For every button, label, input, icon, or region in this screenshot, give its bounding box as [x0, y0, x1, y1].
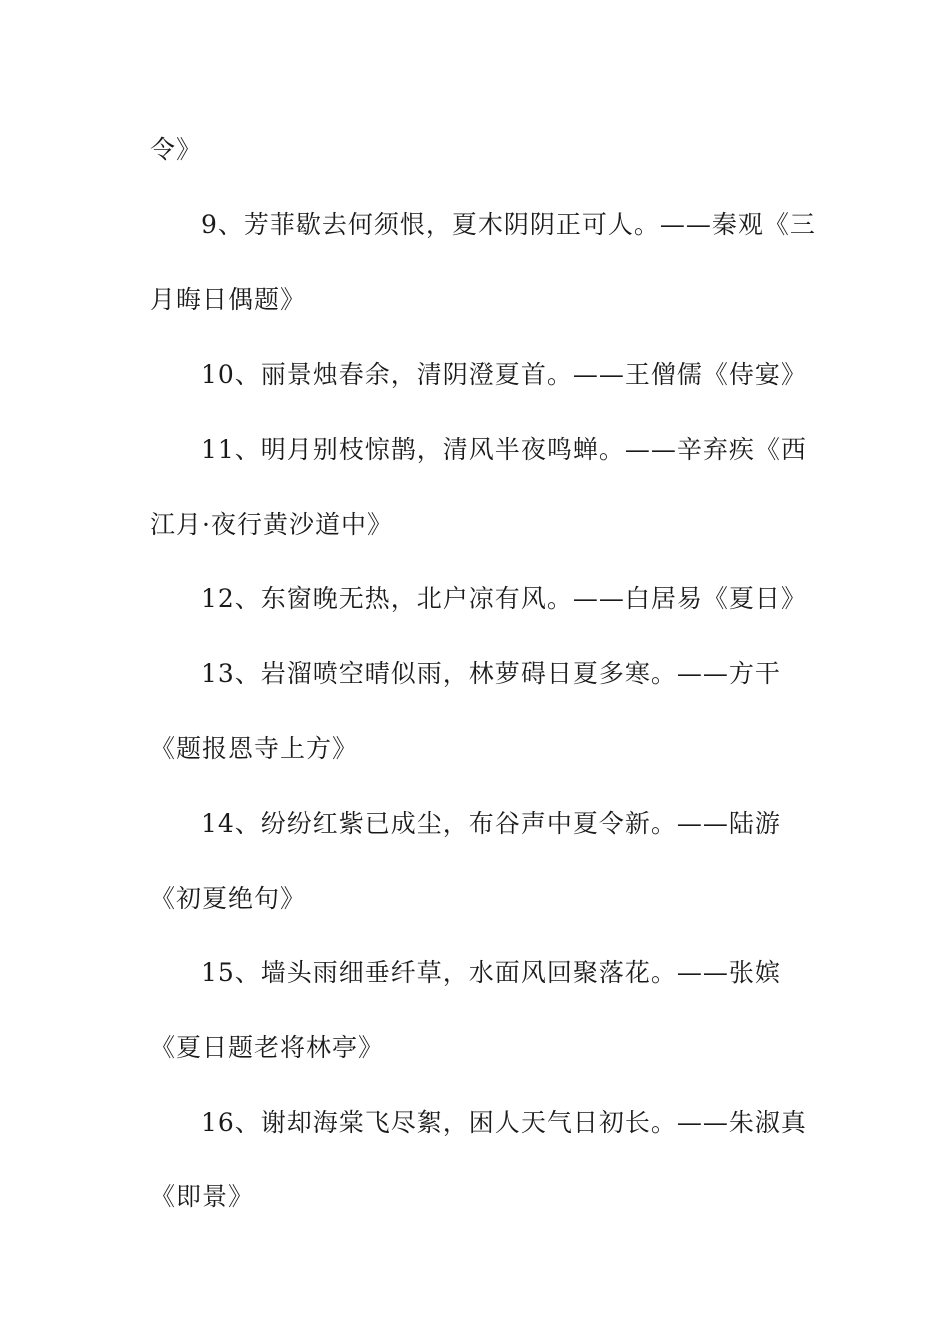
poem-line-9-continuation: 月晦日偶题》 [150, 285, 307, 314]
poem-line-13-continuation: 《题报恩寺上方》 [150, 734, 359, 763]
poem-line-13: 13、岩溜喷空晴似雨，林萝碍日夏多寒。——方干 [201, 659, 781, 688]
poem-line-16-continuation: 《即景》 [150, 1182, 255, 1211]
poem-line-14: 14、纷纷红紫已成尘，布谷声中夏令新。——陆游 [201, 809, 781, 838]
text-line-continuation: 令》 [150, 135, 203, 164]
poem-line-11-continuation: 江月·夜行黄沙道中》 [150, 510, 393, 539]
poem-line-10: 10、丽景烛春余，清阴澄夏首。——王僧儒《侍宴》 [201, 360, 807, 389]
poem-line-14-continuation: 《初夏绝句》 [150, 884, 307, 913]
poem-line-12: 12、东窗晚无热，北户凉有风。——白居易《夏日》 [201, 584, 807, 613]
poem-line-9: 9、芳菲歇去何须恨，夏木阴阴正可人。——秦观《三 [201, 210, 816, 239]
poem-line-16: 16、谢却海棠飞尽絮，困人天气日初长。——朱淑真 [201, 1108, 807, 1137]
poem-line-15-continuation: 《夏日题老将林亭》 [150, 1033, 385, 1062]
poem-line-11: 11、明月别枝惊鹊，清风半夜鸣蝉。——辛弃疾《西 [201, 435, 807, 464]
poem-line-15: 15、墙头雨细垂纤草，水面风回聚落花。——张嫔 [201, 958, 781, 987]
